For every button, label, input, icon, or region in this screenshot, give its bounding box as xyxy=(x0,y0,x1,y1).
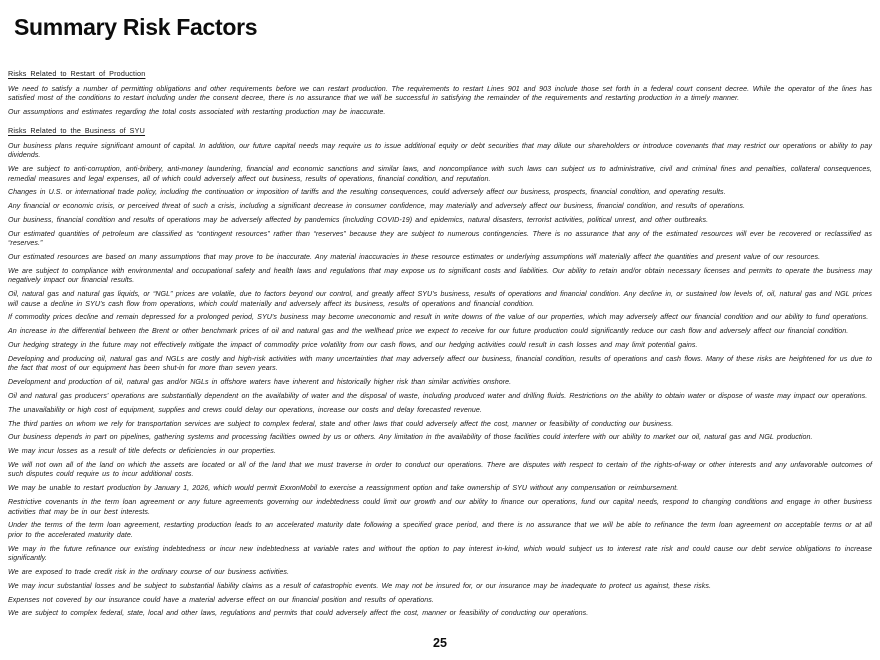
risk-paragraph: We are subject to compliance with environmental and occupational safety and health laws and regulations that may expose us to significant costs and liabilities. Our ability to retain and/or obtain necessary licenses and permits to operate the business may negatively impact our financial results. xyxy=(8,266,872,285)
risk-paragraph: We are subject to complex federal, state, local and other laws, regulations and permits that could adversely affect the cost, manner or feasibility of conducting our operations. xyxy=(8,609,589,618)
risk-paragraph: Development and production of oil, natural gas and/or NGLs in offshore waters have inherent and historically higher risk than similar activities onshore. xyxy=(8,378,512,387)
risk-paragraph: The third parties on whom we rely for transportation services are subject to complex federal, state and other laws that could adversely affect the cost, manner or feasibility of conducting our business. xyxy=(8,419,674,428)
risk-paragraph: Changes in U.S. or international trade policy, including the continuation or imposition of tariffs and the resulting consequences, could adversely affect our business, prospects, financial condition, and operating results. xyxy=(8,188,726,197)
risk-paragraph: We may incur substantial losses and be subject to substantial liability claims as a result of catastrophic events. We may not be insured for, or our insurance may be inadequate to protect us against, these risks. xyxy=(8,581,711,590)
risk-paragraph: We may in the future refinance our existing indebtedness or incur new indebtedness at variable rates and without the option to pay interest in-kind, which would subject us to interest rate risk and could cause our debt service obligations to increase significantly. xyxy=(8,544,872,563)
risk-paragraph: Our estimated resources are based on many assumptions that may prove to be inaccurate. Any material inaccuracies in these resource estimates or underlying assumptions will materially affect the quantities and present value of our resources. xyxy=(8,253,821,262)
document-body xyxy=(8,66,872,623)
risk-paragraph: The unavailability or high cost of equipment, supplies and crews could delay our operations, increase our costs and delay forecasted revenue. xyxy=(8,405,482,414)
risk-paragraph: Our business plans require significant amount of capital. In addition, our future capital needs may require us to issue additional equity or debt securities that may dilute our shareholders or introduce covenants that may restrict our operations or ability to pay dividends. xyxy=(8,141,872,160)
risk-paragraph: We are subject to anti-corruption, anti-bribery, anti-money laundering, financial and economic sanctions and similar laws, and noncompliance with such laws can subject us to administrative, civil and criminal fines and penalties, collateral consequences, remedial measures and legal expenses, all of which could adversely affect out business, results of operations, financial condition, and reputation. xyxy=(8,165,872,183)
section-heading: Risks Related to Restart of Production xyxy=(8,69,146,78)
risk-paragraph: Developing and producing oil, natural gas and NGLs are costly and high-risk activities with many uncertainties that may adversely affect our business, financial condition, results of operations and cash flows. Many of these risks are heightened for us due to the fact that most of our equipment has been shut-in for more than seven years. xyxy=(8,354,872,373)
risk-paragraph: Our business depends in part on pipelines, gathering systems and processing facilities owned by us or others. Any limitation in the availability of those facilities could interfere with our ability to market our oil, natural gas and NGL production. xyxy=(8,433,813,442)
risk-paragraph: An increase in the differential between the Brent or other benchmark prices of oil and natural gas and the wellhead price we expect to receive for our future production could significantly reduce our cash flow and adversely affect our financial condition. xyxy=(8,327,849,336)
risk-paragraph: If commodity prices decline and remain depressed for a prolonged period, SYU’s business may become uneconomic and result in write downs of the value of our properties, which may adversely affect our financial condition and our ability to fund operations. xyxy=(8,313,869,322)
risk-paragraph: We need to satisfy a number of permitting obligations and other requirements before we can restart production. The requirements to restart Lines 901 and 903 include those set forth in a federal court consent decree. While the operator of the lines has satisfied most of the conditions to restart including under the consent decree, there is no assurance that we will be successful in satisfying the remainder of the requirements and restarting production in a timely manner. xyxy=(8,84,872,102)
page-number: 25 xyxy=(433,636,447,650)
risk-paragraph: Our assumptions and estimates regarding the total costs associated with restarting production may be inaccurate. xyxy=(8,107,386,116)
risk-paragraph: We are exposed to trade credit risk in the ordinary course of our business activities. xyxy=(8,567,289,576)
risk-paragraph: Any financial or economic crisis, or perceived threat of such a crisis, including a significant decrease in consumer confidence, may materially and adversely affect our business, financial condition, and results of operations. xyxy=(8,202,745,211)
risk-paragraph: Our business, financial condition and results of operations may be adversely affected by pandemics (including COVID-19) and epidemics, natural disasters, terrorist activities, political unrest, and other outbreaks. xyxy=(8,215,709,224)
risk-paragraph: Oil and natural gas producers’ operations are substantially dependent on the availability of water and the disposal of waste, including produced water and drilling fluids. Restrictions on the ability to obtain water or dispose of waste may impact our operations. xyxy=(8,391,868,400)
risk-paragraph: We will not own all of the land on which the assets are located or all of the land that we must traverse in order to conduct our operations. There are disputes with respect to certain of the rights-of-way or other interests and any unfavorable outcomes of such disputes could require us to incur additional costs. xyxy=(8,460,872,479)
risk-paragraph: We may incur losses as a result of title defects or deficiencies in our properties. xyxy=(8,447,276,456)
risk-paragraph: Our hedging strategy in the future may not effectively mitigate the impact of commodity price volatility from our cash flows, and our hedging activities could result in cash losses and may limit potential gains. xyxy=(8,341,698,350)
section-heading: Risks Related to the Business of SYU xyxy=(8,126,146,136)
page-title: Summary Risk Factors xyxy=(14,14,258,40)
risk-paragraph: Our estimated quantities of petroleum are classified as “contingent resources” rather than “reserves” because they are subject to numerous contingencies. There is no assurance that any of the estimated resources will ever be recovered or reclassified as “reserves.” xyxy=(8,229,872,248)
risk-paragraph: Under the terms of the term loan agreement, restarting production leads to an accelerated maturity date following a specified grace period, and there is no assurance that we will be able to refinance the term loan agreement on acceptable terms or at all prior to the accelerated maturity date. xyxy=(8,521,872,539)
risk-paragraph: Expenses not covered by our insurance could have a material adverse effect on our financial position and results of operations. xyxy=(8,595,434,604)
risk-paragraph: Oil, natural gas and natural gas liquids, or “NGL” prices are volatile, due to factors beyond our control, and greatly affect SYU’s business, results of operations and financial condition. Any decline in, or sustained low levels of, oil, natural gas and NGL prices will cause a decline in SYU’s cash flow from operations, which could materially and adversely affect its business, results of operations and financial condition. xyxy=(8,290,872,308)
risk-paragraph: Restrictive covenants in the term loan agreement or any future agreements governing our indebtedness could limit our growth and our ability to finance our operations, fund our capital needs, respond to changing conditions and engage in other business activities that may be in our best interests. xyxy=(8,498,872,516)
risk-paragraph: We may be unable to restart production by January 1, 2026, which would permit ExxonMobil to exercise a reassignment option and take ownership of SYU without any compensation or reimbursement. xyxy=(8,484,679,493)
